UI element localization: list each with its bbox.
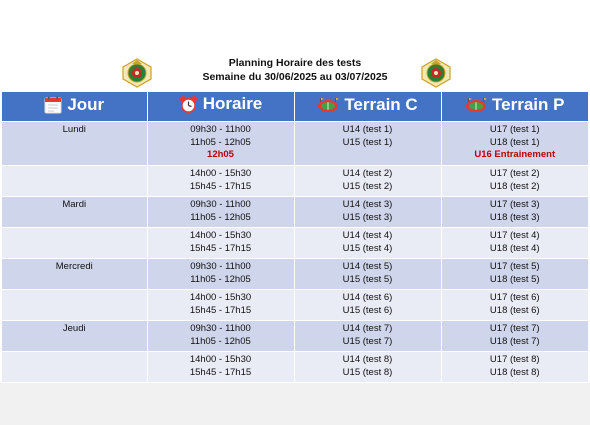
team-entry-highlight: U16 Entrainement xyxy=(474,149,556,160)
time-slot: 11h05 - 12h05 xyxy=(190,273,251,285)
team-entry: U14 (test 1) xyxy=(342,124,393,135)
terrain-p-cell xyxy=(441,259,588,290)
terrain-p-cell xyxy=(441,321,588,352)
time-cell xyxy=(147,321,294,352)
day-cell xyxy=(2,259,147,290)
terrain-c-cell xyxy=(294,352,441,383)
team-entry: U15 (test 5) xyxy=(342,273,393,285)
terrain-c-cell xyxy=(294,197,441,228)
team-entry: U14 (test 4) xyxy=(342,230,393,241)
header-horaire xyxy=(147,92,294,122)
team-entry: U14 (test 7) xyxy=(342,323,393,334)
time-slot: 11h05 - 12h05 xyxy=(190,136,251,148)
terrain-p-cell xyxy=(441,197,588,228)
time-slot: 11h05 - 12h05 xyxy=(190,335,251,347)
team-entry: U18 (test 4) xyxy=(489,242,540,254)
team-entry: U17 (test 7) xyxy=(489,323,540,334)
day-cell xyxy=(2,352,147,383)
day-cell xyxy=(2,122,147,166)
team-entry: U15 (test 4) xyxy=(342,242,393,254)
team-entry: U15 (test 2) xyxy=(342,180,393,192)
team-entry: U18 (test 3) xyxy=(489,211,540,223)
table-row xyxy=(2,122,588,166)
page-title xyxy=(150,56,440,84)
time-slot: 14h00 - 15h30 xyxy=(189,354,252,365)
terrain-p-cell xyxy=(441,290,588,321)
table-row xyxy=(2,352,588,383)
team-entry: U17 (test 8) xyxy=(489,354,540,365)
header-horaire-label: Horaire xyxy=(202,94,263,114)
day-cell xyxy=(2,166,147,197)
time-slot: 09h30 - 11h00 xyxy=(190,323,251,334)
team-entry: U15 (test 3) xyxy=(342,211,393,223)
time-slot: 14h00 - 15h30 xyxy=(189,292,252,303)
team-entry: U18 (test 1) xyxy=(489,136,540,148)
team-entry: U15 (test 6) xyxy=(342,304,393,316)
time-slot: 09h30 - 11h00 xyxy=(190,261,251,272)
team-entry: U18 (test 6) xyxy=(489,304,540,316)
time-slot: 11h05 - 12h05 xyxy=(190,211,251,223)
terrain-c-cell xyxy=(294,166,441,197)
time-slot: 14h00 - 15h30 xyxy=(189,230,252,241)
terrain-c-cell xyxy=(294,290,441,321)
title-line-2: Semaine du 30/06/2025 au 03/07/2025 xyxy=(202,71,388,83)
team-entry: U17 (test 1) xyxy=(489,124,540,135)
team-entry: U18 (test 8) xyxy=(489,366,540,378)
team-entry: U17 (test 2) xyxy=(489,168,540,179)
team-entry: U14 (test 8) xyxy=(342,354,393,365)
day-label: Mardi xyxy=(62,199,87,210)
time-slot: 09h30 - 11h00 xyxy=(190,124,251,135)
header-terrain-p-label: Terrain P xyxy=(492,95,565,114)
time-cell xyxy=(147,228,294,259)
team-entry: U14 (test 5) xyxy=(342,261,393,272)
team-entry: U14 (test 3) xyxy=(342,199,393,210)
time-slot: 15h45 - 17h15 xyxy=(189,242,252,254)
time-slot-highlight: 12h05 xyxy=(207,149,234,160)
footer-band xyxy=(0,383,590,425)
table-row xyxy=(2,228,588,259)
terrain-p-cell xyxy=(441,166,588,197)
terrain-p-cell xyxy=(441,352,588,383)
team-entry: U17 (test 3) xyxy=(489,199,540,210)
team-entry: U14 (test 2) xyxy=(342,168,393,179)
header-terrain-p xyxy=(441,92,588,122)
day-cell xyxy=(2,228,147,259)
time-cell xyxy=(147,259,294,290)
terrain-p-cell xyxy=(441,228,588,259)
team-entry: U14 (test 6) xyxy=(342,292,393,303)
team-entry: U17 (test 5) xyxy=(489,261,540,272)
schedule-table xyxy=(2,92,588,382)
table-row xyxy=(2,197,588,228)
day-cell xyxy=(2,321,147,352)
time-cell xyxy=(147,352,294,383)
time-slot: 15h45 - 17h15 xyxy=(189,304,252,316)
stadium-icon xyxy=(465,97,487,113)
title-line-1: Planning Horaire des tests xyxy=(228,57,362,69)
stadium-icon xyxy=(317,97,339,113)
table-row xyxy=(2,166,588,197)
table-row xyxy=(2,321,588,352)
team-entry: U15 (test 1) xyxy=(342,136,393,148)
time-slot: 09h30 - 11h00 xyxy=(190,199,251,210)
team-entry: U15 (test 7) xyxy=(342,335,393,347)
team-entry: U17 (test 4) xyxy=(489,230,540,241)
team-entry: U15 (test 8) xyxy=(342,366,393,378)
terrain-c-cell xyxy=(294,122,441,166)
table-row xyxy=(2,290,588,321)
team-entry: U18 (test 5) xyxy=(489,273,540,285)
terrain-p-cell xyxy=(441,122,588,166)
day-label: Jeudi xyxy=(62,323,86,334)
day-cell xyxy=(2,290,147,321)
terrain-c-cell xyxy=(294,259,441,290)
time-cell xyxy=(147,290,294,321)
club-crest-logo xyxy=(421,58,451,88)
header-terrain-c-label: Terrain C xyxy=(344,95,418,114)
day-cell xyxy=(2,197,147,228)
time-slot: 15h45 - 17h15 xyxy=(189,180,252,192)
time-cell xyxy=(147,122,294,166)
day-label: Mercredi xyxy=(55,261,93,272)
table-row xyxy=(2,259,588,290)
table-header-row xyxy=(2,92,588,122)
header-jour xyxy=(2,92,147,122)
club-crest-logo xyxy=(122,58,152,88)
terrain-c-cell xyxy=(294,228,441,259)
time-cell xyxy=(147,166,294,197)
time-cell xyxy=(147,197,294,228)
time-slot: 15h45 - 17h15 xyxy=(189,366,252,378)
alarm-clock-icon xyxy=(179,95,198,114)
calendar-icon xyxy=(44,96,62,114)
team-entry: U18 (test 2) xyxy=(489,180,540,192)
time-slot: 14h00 - 15h30 xyxy=(189,168,252,179)
header-jour-label: Jour xyxy=(67,94,105,114)
team-entry: U18 (test 7) xyxy=(489,335,540,347)
day-label: Lundi xyxy=(62,124,86,135)
header-terrain-c xyxy=(294,92,441,122)
terrain-c-cell xyxy=(294,321,441,352)
team-entry: U17 (test 6) xyxy=(489,292,540,303)
